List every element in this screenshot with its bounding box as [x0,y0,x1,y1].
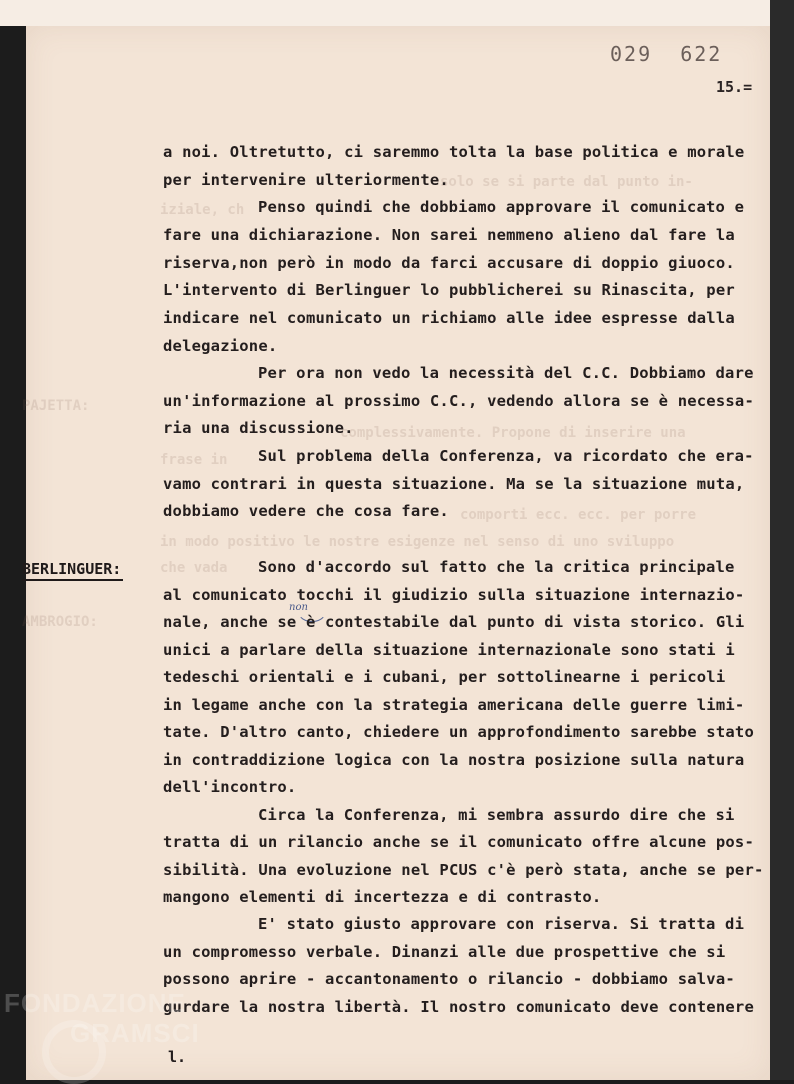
text-line: vamo contrari in questa situazione. Ma se la situazione muta, [163,475,745,493]
watermark-logo [4,990,200,1046]
bleed-through-text: che vada [160,560,228,576]
text-line: a noi. Oltretutto, ci saremmo tolta la base politica e morale [163,143,745,161]
text-line: sibilità. Una evoluzione nel PCUS c'è però stata, anche se per- [163,861,764,879]
watermark-line-1: FONDAZIONE [4,988,186,1018]
text-line: per intervenire ulteriormente. [163,171,449,189]
text-line: in contraddizione logica con la nostra posizione sulla natura [163,751,745,769]
text-line: nale, anche se è contestabile dal punto di vista storico. Gli [163,613,745,631]
text-line: L'intervento di Berlinguer lo pubblicherei su Rinascita, per [163,281,735,299]
text-line: delegazione. [163,337,278,355]
bleed-through-text: PAJETTA: [22,398,90,414]
text-line: al comunicato tocchi il giudizio sulla situazione internazio- [163,586,745,604]
footer-mark: l. [168,1048,187,1066]
text-line: indicare nel comunicato un richiamo alle idee espresse dalla [163,309,735,327]
archive-number-stamp: 029 622 [610,42,723,66]
text-line: in legame anche con la strategia americana delle guerre limi- [163,696,745,714]
text-line: tedeschi orientali e i cubani, per sottolinearne i pericoli [163,668,726,686]
page-number: 15.= [716,78,753,96]
scan-right-edge [770,0,794,1080]
text-line: Per ora non vedo la necessità del C.C. Dobbiamo dare [258,364,754,382]
bleed-through-text: in modo positivo le nostre esigenze nel senso di uno sviluppo [160,534,675,550]
text-line: un'informazione al prossimo C.C., vedendo allora se è necessa- [163,392,754,410]
text-line: dobbiamo vedere che cosa fare. [163,502,449,520]
text-line: unici a parlare della situazione internazionale sono stati i [163,641,735,659]
bleed-through-text: comporti ecc. ecc. per porre [460,507,697,523]
text-line: Circa la Conferenza, mi sembra assurdo dire che si [258,806,735,824]
text-line: riserva,non però in modo da farci accusare di doppio giuoco. [163,254,735,272]
text-line: tate. D'altro canto, chiedere un approfondimento sarebbe stato [163,723,754,741]
speaker-label: BERLINGUER: [22,560,123,581]
text-line: ria una discussione. [163,419,354,437]
bleed-through-text: iziale, ch [160,202,245,218]
text-line: possono aprire - accantonamento o rilancio - dobbiamo salva- [163,970,735,988]
text-line: mangono elementi di incertezza e di contrasto. [163,888,602,906]
text-line: E' stato giusto approvare con riserva. Si tratta di [258,915,745,933]
handwritten-annotation: non [289,602,308,613]
text-line: Penso quindi che dobbiamo approvare il comunicato e [258,198,745,216]
watermark-line-2: GRAMSCI [70,1018,200,1048]
bleed-through-text: AMBROGIO: [22,614,98,630]
text-line: Sul problema della Conferenza, va ricordato che era- [258,447,754,465]
bleed-through-text: solo se si parte dal punto in- [440,174,693,190]
bleed-through-text: frase in [160,452,228,468]
scan-top-margin [0,0,794,26]
text-line: gurdare la nostra libertà. Il nostro comunicato deve contenere [163,998,754,1016]
text-line: Sono d'accordo sul fatto che la critica principale [258,558,735,576]
text-line: dell'incontro. [163,778,297,796]
text-line: tratta di un rilancio anche se il comunicato offre alcune pos- [163,833,754,851]
text-line: un compromesso verbale. Dinanzi alle due prospettive che si [163,943,726,961]
text-line: fare una dichiarazione. Non sarei nemmeno alieno dal fare la [163,226,735,244]
bleed-through-text: complessivamente. Propone di inserire una [340,425,686,441]
